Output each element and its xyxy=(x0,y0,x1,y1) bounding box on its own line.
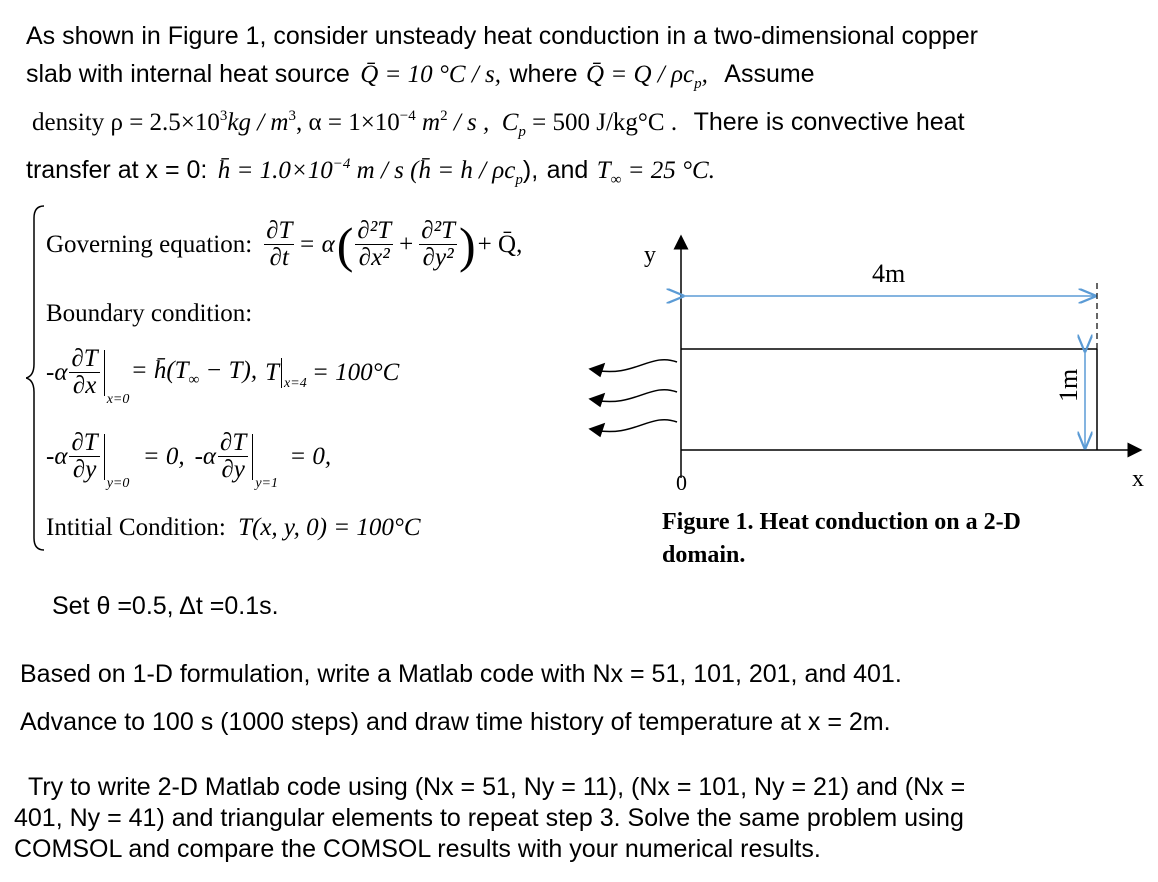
height-label: 1m xyxy=(1054,368,1083,402)
governing-label: Governing equation: xyxy=(46,230,253,258)
left-brace xyxy=(26,204,48,552)
boundary-condition-1: -α $\frac{\partial T}{\partial x}$ x=0 = $h̄(T_\infty - T)$, T x=4 = 100°C xyxy=(46,345,400,407)
intro-line-1: As shown in Figure 1, consider unsteady heat conduction in a two-dimensional copper xyxy=(26,22,978,50)
parameter-settings: Set θ =0.5, Δt =0.1s. xyxy=(52,592,279,620)
q-expression: Q̄ = Q / $\rho c_p$, xyxy=(586,61,708,92)
boundary-label: Boundary condition: xyxy=(46,300,253,327)
task-3: Try to write 2-D Matlab code using (Nx = 51, Ny = 11), (Nx = 101, Ny = 21) and (Nx = 401, Ny = 41) and triangular elements to repeat step 3. Solve the same problem using COMSOL and compare the COMSOL results with your numerical results. xyxy=(14,773,966,863)
intro-line-4: transfer at x = 0: h̄ = $1.0\times 10^{-4}$ m / s (h̄ = h / $\rho c_p$), and $T_\infty = 25$ °C. xyxy=(26,156,715,188)
initial-condition: Intitial Condition: T(x, y, 0) = 100°C xyxy=(46,514,421,541)
convection-arrows xyxy=(590,360,677,436)
width-label: 4m xyxy=(872,259,906,288)
origin-label: 0 xyxy=(676,470,687,495)
figure-1 xyxy=(580,228,1158,498)
intro-line-2: slab with internal heat source Q̄ = 10 °C / s, where Q̄ = Q / $\rho c_p$, Assume xyxy=(26,60,815,92)
x-axis-label: x xyxy=(1132,466,1144,492)
q-definition: Q̄ = 10 °C / s, xyxy=(360,61,502,88)
boundary-condition-2: -α $\frac{\partial T}{\partial y}$ y=0 = 0, -α $\frac{\partial T}{\partial y}$ y=1 = 0, xyxy=(46,429,332,491)
task-1: Based on 1-D formulation, write a Matlab code with Nx = 51, 101, 201, and 401. xyxy=(20,660,902,688)
figure-caption: Figure 1. Heat conduction on a 2-D domain. xyxy=(662,509,1021,568)
y-axis-label: y xyxy=(644,242,656,268)
intro-line-3: density $\rho = 2.5\times 10^3kg / m^3$, $\alpha = 1\times 10^{-4}$ $m^2$ / s , $C_p = 500$ J/kg°C . There is convective heat xyxy=(32,108,965,140)
task-2: Advance to 100 s (1000 steps) and draw time history of temperature at x = 2m. xyxy=(20,708,891,736)
governing-equation: Governing equation: $\frac{\partial T}{\partial t}$ = α ( $\frac{\text{∂²T}}{\text{∂x²}}$ + $\frac{\text{∂²T}}{\text{∂y²}}$ ) + Q̄, xyxy=(46,216,523,273)
